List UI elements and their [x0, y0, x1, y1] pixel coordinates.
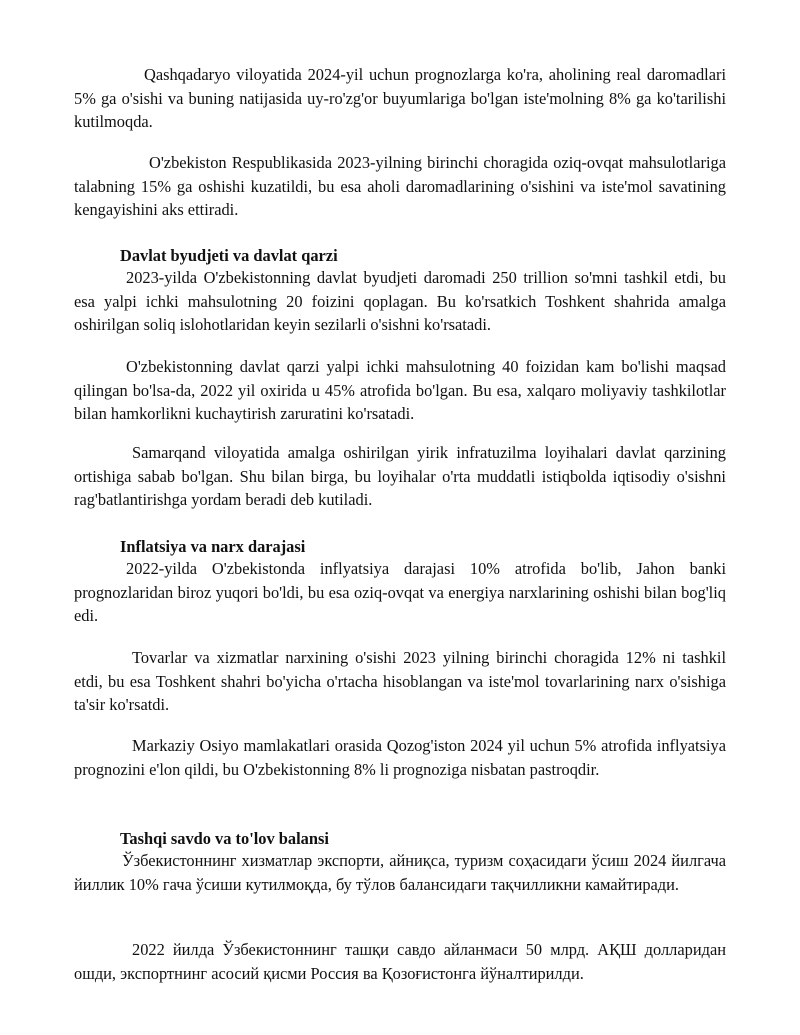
paragraph-price-growth: Tovarlar va xizmatlar narxining o'sishi 2023 yilning birinchi choragida 12% ni tashkil etdi, bu esa Toshkent shahri bo'yicha o'rtacha hisoblangan va iste'mol tovarlarining narx o'sishiga ta'sir ko'rsatdi.: [74, 648, 726, 714]
paragraph-public-debt: O'zbekistonning davlat qarzi yalpi ichki mahsulotning 40 foizidan kam bo'lishi maqsad qilingan bo'lsa-da, 2022 yil oxirida u 45% atrofida bo'lgan. Bu esa, xalqaro moliyaviy tashkilotlar bilan hamkorlikni kuchaytirish zaruratini ko'rsatadi.: [74, 357, 726, 423]
section-heading-inflation: Inflatsiya va narx darajasi: [120, 537, 306, 556]
paragraph-central-asia-inflation: Markaziy Osiyo mamlakatlari orasida Qozog'iston 2024 yil uchun 5% atrofida inflyatsiya prognozini e'lon qildi, bu O'zbekistonning 8% li prognoziga nisbatan pastroqdir.: [74, 736, 726, 779]
paragraph-services-export: Ўзбекистоннинг хизматлар экспорти, айниқса, туризм соҳасидаги ўсиш 2024 йилгача йиллик 10% гача ўсиши кутилмоқда, бу тўлов балансидаги тақчилликни камайтиради.: [74, 851, 726, 894]
paragraph-real-incomes: Qashqadaryo viloyatida 2024-yil uchun prognozlarga ko'ra, aholining real daromadlari 5% ga o'sishi va buning natijasida uy-ro'zg'or buyumlariga bo'lgan iste'molning 8% ga ko'tarilishi kutilmoqda.: [74, 65, 726, 131]
paragraph-infrastructure: Samarqand viloyatida amalga oshirilgan yirik infratuzilma loyihalari davlat qarzining ortishiga sabab bo'lgan. Shu bilan birga, bu loyihalar o'rta muddatli istiqbolda iqtisodiy o'sishni rag'batlantirishga yordam beradi deb kutiladi.: [74, 443, 726, 509]
section-heading-trade: Tashqi savdo va to'lov balansi: [120, 829, 329, 848]
paragraph-inflation-2022: 2022-yilda O'zbekistonda inflyatsiya darajasi 10% atrofida bo'lib, Jahon banki prognozlaridan biroz yuqori bo'ldi, bu esa oziq-ovqat va energiya narxlarining oshishi bilan bog'liq edi.: [74, 559, 726, 625]
paragraph-trade-turnover: 2022 йилда Ўзбекистоннинг ташқи савдо айланмаси 50 млрд. АҚШ долларидан ошди, экспортнинг асосий қисми Россия ва Қозоғистонга йўналтирилди.: [74, 940, 726, 983]
paragraph-budget-revenue: 2023-yilda O'zbekistonning davlat byudjeti daromadi 250 trillion so'mni tashkil etdi, bu esa yalpi ichki mahsulotning 20 foizini qoplagan. Bu ko'rsatkich Toshkent shahrida amalga oshirilgan soliq islohotlaridan keyin sezilarli o'sishni ko'rsatadi.: [74, 268, 726, 334]
section-heading-budget-debt: Davlat byudjeti va davlat qarzi: [120, 246, 338, 265]
paragraph-food-demand: O'zbekiston Respublikasida 2023-yilning birinchi choragida oziq-ovqat mahsulotlariga talabning 15% ga oshishi kuzatildi, bu esa aholi daromadlarining o'sishini va iste'mol savatining kengayishini aks ettiradi.: [74, 153, 726, 219]
